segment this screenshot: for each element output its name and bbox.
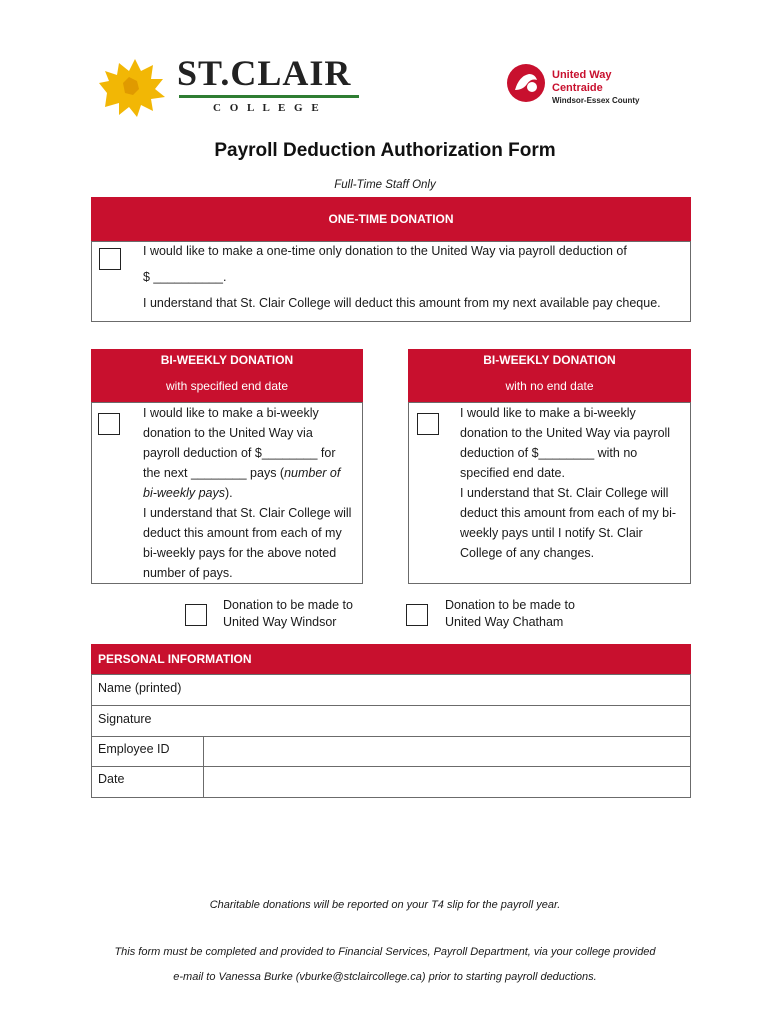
college-name: ST.CLAIR bbox=[177, 53, 352, 93]
submission-instruction-1: This form must be completed and provided to Financial Services, Payroll Department, via your college provided bbox=[114, 946, 656, 958]
one-time-text-2: $ __________. bbox=[143, 270, 227, 284]
biweekly-end-header bbox=[91, 349, 363, 402]
biweekly-noend-header bbox=[408, 349, 691, 402]
form-subtitle: Full-Time Staff Only bbox=[334, 179, 436, 191]
windsor-destination-label: Donation to be made to United Way Windsor bbox=[223, 598, 353, 629]
one-time-text-1: I would like to make a one-time only donation to the United Way via payroll deduction of bbox=[143, 244, 627, 258]
form-title: Payroll Deduction Authorization Form bbox=[214, 140, 556, 161]
centraide-name: Centraide bbox=[552, 82, 603, 94]
name-field[interactable] bbox=[200, 676, 689, 704]
one-time-text-3: I understand that St. Clair College will deduct this amount from my next available pay cheque. bbox=[143, 296, 661, 310]
row-divider bbox=[91, 705, 691, 706]
biweekly-noend-subtitle: with no end date bbox=[505, 379, 594, 393]
employee-id-label: Employee ID bbox=[98, 742, 170, 756]
one-time-checkbox[interactable] bbox=[99, 248, 121, 270]
signature-field[interactable] bbox=[200, 707, 689, 735]
signature-label: Signature bbox=[98, 712, 152, 726]
biweekly-noend-checkbox[interactable] bbox=[417, 413, 439, 435]
st-clair-logo bbox=[93, 50, 363, 125]
united-way-region: Windsor-Essex County bbox=[552, 96, 640, 105]
personal-info-header: PERSONAL INFORMATION bbox=[91, 644, 691, 674]
college-subtitle: C O L L E G E bbox=[213, 102, 322, 114]
windsor-checkbox[interactable] bbox=[185, 604, 207, 626]
biweekly-end-checkbox[interactable] bbox=[98, 413, 120, 435]
college-green-rule bbox=[179, 95, 359, 98]
united-way-hand-icon bbox=[505, 62, 547, 104]
leaf-emblem-icon bbox=[93, 53, 173, 123]
tax-note: Charitable donations will be reported on your T4 slip for the payroll year. bbox=[209, 899, 561, 911]
submission-instruction-2: e-mail to Vanessa Burke (vburke@stclaircollege.ca) prior to starting payroll deductions. bbox=[173, 971, 597, 983]
united-way-logo bbox=[505, 62, 665, 112]
name-label: Name (printed) bbox=[98, 681, 182, 695]
date-label: Date bbox=[98, 772, 125, 786]
date-field[interactable] bbox=[205, 768, 689, 796]
one-time-header: ONE-TIME DONATION bbox=[91, 197, 691, 241]
biweekly-noend-text: I would like to make a bi-weekly donation to the United Way via payroll deduction of $________ with no specified end date. I understand that St. Clair College will deduct this amount from each of my bi- weekly pays until I notify St. Clair College of any changes. bbox=[460, 406, 677, 560]
biweekly-end-subtitle: with specified end date bbox=[165, 379, 289, 393]
chatham-destination-label: Donation to be made to United Way Chatham bbox=[445, 598, 575, 629]
biweekly-end-title: BI-WEEKLY DONATION bbox=[160, 353, 294, 367]
biweekly-noend-title: BI-WEEKLY DONATION bbox=[483, 353, 616, 367]
employee-id-field[interactable] bbox=[205, 738, 689, 765]
row-divider bbox=[91, 736, 691, 737]
united-way-name: United Way bbox=[552, 69, 612, 81]
label-column-divider bbox=[203, 736, 204, 798]
row-divider bbox=[91, 766, 691, 767]
chatham-checkbox[interactable] bbox=[406, 604, 428, 626]
biweekly-end-text: I would like to make a bi-weekly donation to the United Way via payroll deduction of $________ for the next ________ pays (number of bi-weekly pays). I understand that St. Clair College will deduct this amount from each of my bi-weekly pays for the above noted number of pays. bbox=[143, 406, 352, 580]
